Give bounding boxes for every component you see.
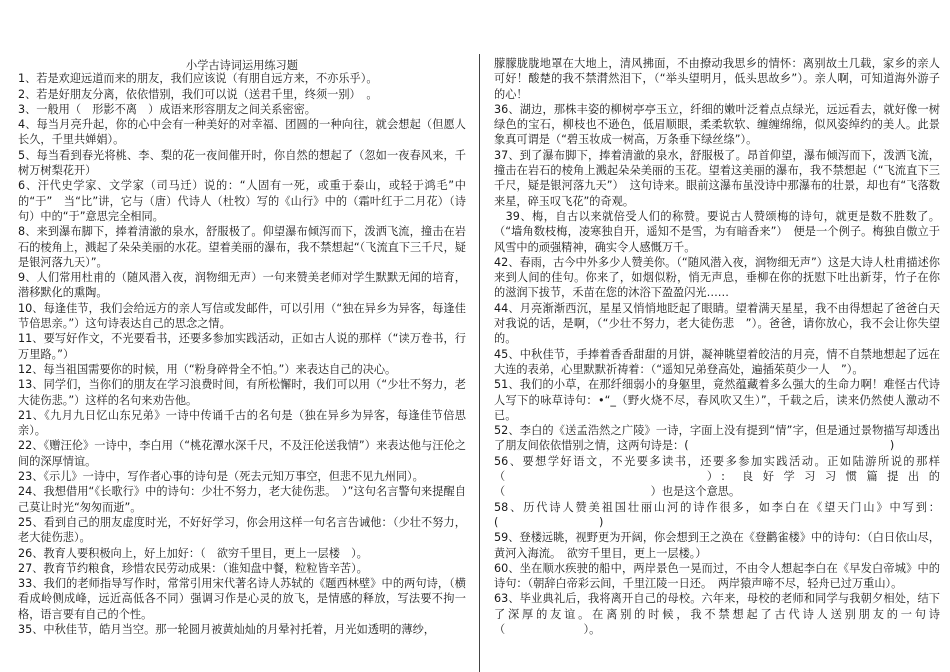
question-item: 39、梅，自古以来就倍受人们的称赞。要说古人赞颂梅的诗句，就更是数不胜数了。（“墙角数枝梅，凌寒独自开，遥知不是雪，为有暗香来”） 便是一个例子。梅独自傲立于风雪中的顽强精神，确实令人感慨万千。: [494, 209, 940, 254]
question-item: 51、我们的小草，在那纤细弱小的身躯里，竟然蕴藏着多么强大的生命力啊！难怪古代诗人写下的咏草诗句：•“_（野火烧不尽，春风吹又生）”，千载之后，读来仍然使人激动不已。: [494, 378, 940, 422]
question-item: 37、到了瀑布脚下，捧着清澈的泉水，舒服极了。昂首仰望，瀑布倾泻而下，泼洒飞流，撞击在岩石的棱角上溅起朵朵美丽的玉花。望着这美丽的瀑布，我不禁想起（“飞流直下三千尺，疑是银河落九天”） 这句诗来。眼前这瀑布虽没诗中那瀑布的壮景，却也有“飞落数来星，碎玉叹飞花”的奇观。: [494, 148, 940, 208]
right-column: [494, 56, 940, 668]
question-item: 朦朦胧胧地罩在大地上，清风拂面，不由撩动我思乡的情怀：离别故土几载，家乡的亲人可好！酸楚的我不禁潸然泪下，（“举头望明月，低头思故乡”）。亲人啊，可知道海外游子的心！: [494, 57, 940, 101]
question-item: 3、一般用（ 形影不离 ）成语来形容朋友之间关系密密。: [18, 102, 316, 116]
column-divider: [479, 54, 480, 672]
question-item: 6、汗代史学家、文学家（司马迁）说的：“人固有一死，或重于泰山，或轻于鸿毛”中的“于” 当“比”讲，它与（唐）代诗人（杜牧）写的《山行》中的（霜叶红于二月花）（诗句）中的“于”意思完全相同。: [18, 179, 466, 223]
question-item: 24、我想借用“《长歌行》中的诗句：少壮不努力，老大徒伤悲。 ）”这句名言警句来提醒自己莫让时光“匆匆而逝”。: [18, 485, 466, 514]
left-question-list: [18, 71, 466, 637]
question-item: 10、每逢佳节，我们会给远方的亲人写信或发邮件，可以引用（“独在异乡为异客，每逢佳节倍思亲。”）这句诗表达自己的思念之情。: [18, 301, 466, 331]
question-item: 33、我们的老师指导写作时，常常引用宋代著名诗人苏轼的《题西林壁》中的两句诗，（横看成岭侧成峰，远近高低各不同）强调习作是心灵的放飞，是情感的释放，写法要不拘一格，语言要有自己的个性。: [18, 577, 466, 621]
question-item: 63、毕业典礼后，我将离开自己的母校。六年来，母校的老师和同学与我朝夕相处，结下了深厚的友谊。在离别的时候，我不禁想起了古代诗人送别朋友的一句诗（ ）。: [494, 592, 940, 636]
question-item: 35、中秋佳节，皓月当空。那一轮圆月被黄灿灿的月晕衬托着，月光如透明的薄纱，: [18, 622, 435, 636]
question-item: 25、看到自己的朋友虚度时光，不好好学习，你会用这样一句名言告诫他：（少壮不努力，老大徒伤悲）。: [18, 515, 466, 545]
question-item: 4、每当月亮升起，你的心中会有一种美好的对幸福、团圆的一种向往，就会想起（但愿人长久，千里共婵娟）。: [18, 118, 466, 147]
right-question-list: [494, 56, 940, 637]
question-item: 56、要想学好语文，不光要多读书，还要多参加实践活动。正如陆游所说的那样（ ）: 良 好 学 习 习 惯 篇 提 出 的（ ）也是这个意思。: [494, 454, 940, 499]
question-item: 12、每当祖国需要你的时候，用（“粉身碎骨全不怕。”）来表达自己的决心。: [18, 362, 397, 376]
question-item: 21、《九月九日忆山东兄弟》一诗中传诵千古的名句是（独在异乡为异客，每逢佳节倍思亲）。: [18, 408, 466, 438]
page-title: 小学古诗词运用练习题: [186, 59, 298, 72]
question-item: 8、来到瀑布脚下，捧着清澈的泉水，舒服极了。仰望瀑布倾泻而下，泼洒飞流，撞击在岩石的棱角上，溅起了朵朵美丽的水花。望着美丽的瀑布，我不禁想起“（飞流直下三千尺，疑是银河落九天）”。: [18, 225, 466, 269]
question-item: 22、《赠汪伦》一诗中，李白用（“桃花潭水深千尺，不及汪伦送我情”）来表达他与汪伦之间的深厚情谊。: [18, 439, 466, 468]
question-item: 26、教育人要积极向上，好上加好：（ 欲穷千里目，更上一层楼 ）。: [18, 546, 368, 560]
question-item: 23、《示儿》一诗中，写作者心事的诗句是（死去元知万事空，但悲不见九州同）。: [18, 470, 424, 484]
question-item: 44、月亮渐渐西沉，星星又悄悄地眨起了眼睛。望着满天星星，我不由得想起了爸爸白天对我说的话，是啊，（“少壮不努力，老大徒伤悲 ”）。爸爸，请你放心，我不会让你失望的。: [494, 301, 940, 346]
question-item: 13、同学们，当你们的朋友在学习浪费时间，有所松懈时，我们可以用（“少壮不努力，老大徒伤悲。”）这样的名句来劝告他。: [18, 378, 466, 407]
left-column: [18, 56, 466, 668]
question-item: 59、登楼远眺，视野更为开阔，你会想到王之涣在《登鹳雀楼》中的诗句：（白日依山尽，黄河入海流。 欲穷千里目，更上一层楼。）: [494, 531, 940, 560]
question-item: 1、若是欢迎远道而来的朋友，我们应该说（有朋自远方来，不亦乐乎）。: [18, 72, 378, 86]
question-item: 60、坐在顺水疾驶的船中，两岸景色一晃而过，不由令人想起李白在《早发白帝城》中的诗句：（朝辞白帝彩云间，千里江陵一日还。 两岸猿声啼不尽，轻舟已过万重山）。: [494, 561, 940, 591]
question-item: 45、中秋佳节，手捧着香香甜甜的月饼，凝神眺望着皎洁的月亮，情不自禁地想起了远在大连的表弟，心里默默祈祷着：（“遥知兄弟登高处，遍插茱萸少一人 ”）。: [494, 347, 940, 376]
question-item: 36、湖边，那株丰姿的柳树亭亭玉立，纤细的嫩叶泛着点点绿光，远远看去，就好像一树绿色的宝石，柳枝也不逊色，低眉顺眼，柔柔软软、缠缠绵绵，似风姿绰约的美人。此景象真可谓是（“碧玉妆成一树高，万条垂下绿丝绦”）。: [494, 102, 940, 147]
question-item: 52、李白的《送孟浩然之广陵》一诗，字面上没有提到“情”字，但是通过景物描写却透出了朋友间依依惜别之情，这两句诗是：( ): [494, 424, 940, 453]
question-item: 9、人们常用杜甫的（随风潜入夜，润物细无声）一句来赞美老师对学生默默无闻的培育，潜移默化的熏陶。: [18, 271, 466, 300]
question-item: 42、春雨，古今中外多少人赞美你。（“随风潜入夜，润物细无声”）这是大诗人杜甫描述你来到人间的佳句。你来了，如烟似粉，悄无声息，垂柳在你的抚慰下吐出新芽，竹子在你的滋润下拔节，禾苗在您的沐浴下盈盈闪光……: [494, 255, 940, 300]
question-item: 27、教育节约粮食，珍惜农民劳动成果：（谁知盘中餐，粒粒皆辛苦）。: [18, 561, 368, 575]
question-item: 5、每当看到春光将桃、李、梨的花一夜间催开时，你自然的想起了（忽如一夜春风来，千树万树梨花开）: [18, 148, 466, 178]
question-item: 11、要写好作文，不光要看书，还要多参加实践活动，正如古人说的那样（“读万卷书，行万里路。”）: [18, 332, 466, 361]
question-item: 2、若是好朋友分离，依依惜别，我们可以说（送君千里，终须一别） 。: [18, 87, 378, 101]
question-item: 58、历代诗人赞美祖国壮丽山河的诗作很多，如李白在《望天门山》中写到：( ): [494, 500, 940, 529]
